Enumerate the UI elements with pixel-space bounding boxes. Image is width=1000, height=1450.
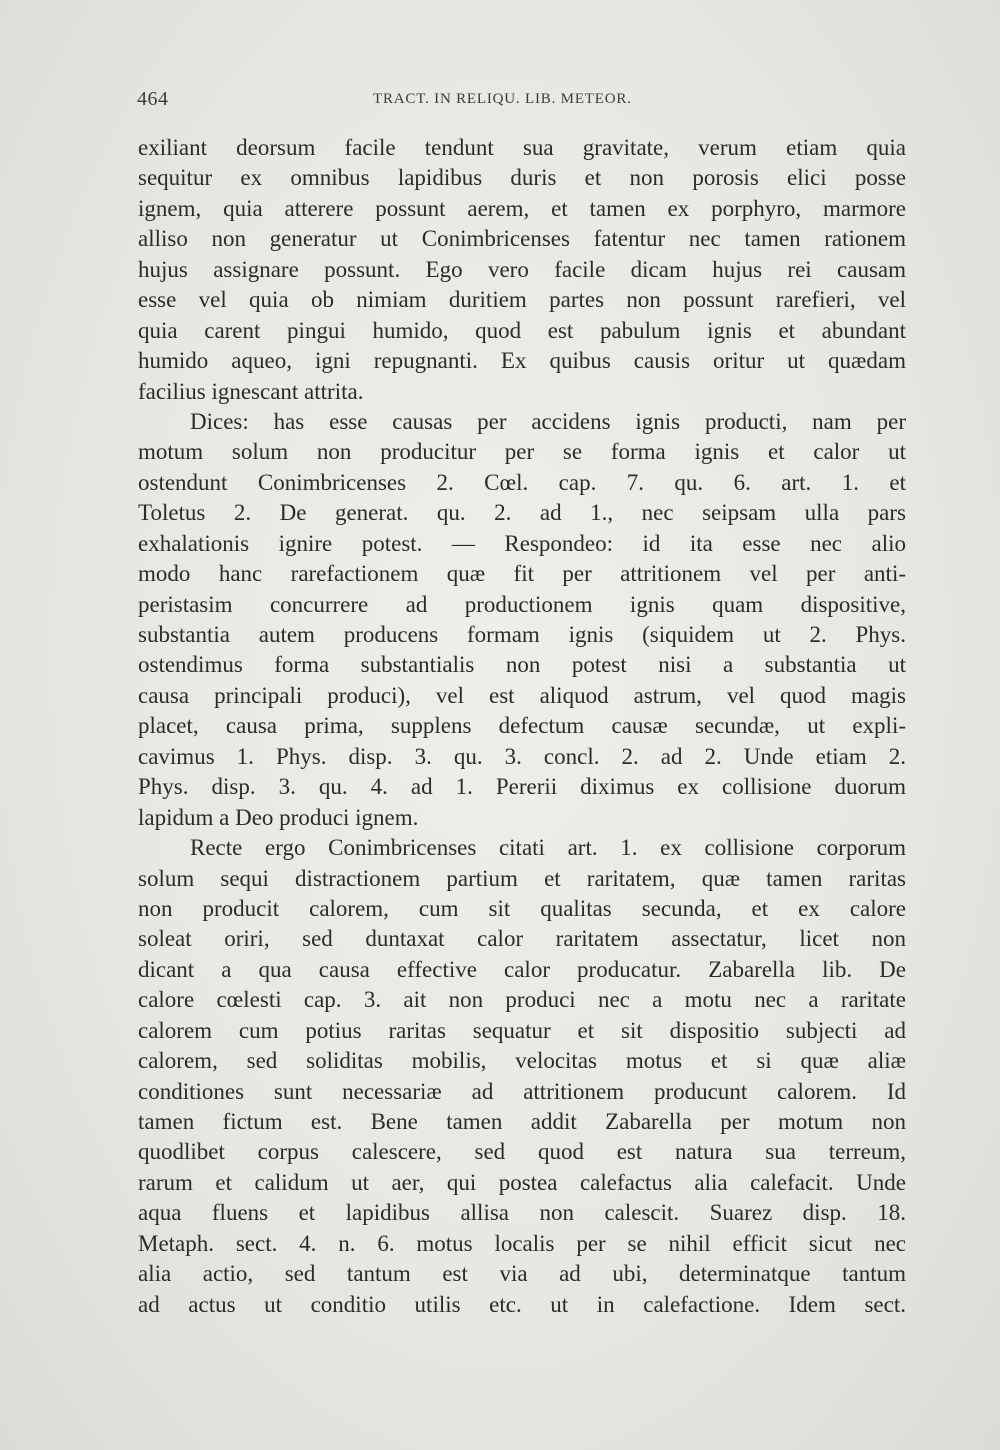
page-number: 464 xyxy=(137,88,169,110)
text-line: quodlibet corpus calescere, sed quod est natura sua terreum, xyxy=(138,1139,906,1165)
text-line: ostendunt Conimbricenses 2. Cœl. cap. 7. qu. 6. art. 1. et xyxy=(138,469,906,495)
text-line: exiliant deorsum facile tendunt sua gravitate, verum etiam quia xyxy=(138,135,906,160)
text-line: Toletus 2. De generat. qu. 2. ad 1., nec seipsam ulla pars xyxy=(138,500,906,526)
text-line: ignem, quia atterere possunt aerem, et tamen ex porphyro, marmore xyxy=(138,195,906,221)
text-line: non producit calorem, cum sit qualitas secunda, et ex calore xyxy=(138,895,906,921)
text-line: peristasim concurrere ad productionem ignis quam dispositive, xyxy=(138,591,906,617)
text-line: rarum et calidum ut aer, qui postea calefactus alia calefacit. Unde xyxy=(138,1169,906,1195)
text-line: quia carent pingui humido, quod est pabulum ignis et abundant xyxy=(138,317,906,343)
text-line: Phys. disp. 3. qu. 4. ad 1. Pererii diximus ex collisione duorum xyxy=(138,774,906,800)
text-line: facilius ignescant attrita. xyxy=(138,378,364,404)
text-line: calorem cum potius raritas sequatur et sit dispositio subjecti ad xyxy=(138,1017,906,1043)
text-line: soleat oriri, sed duntaxat calor raritatem assectatur, licet non xyxy=(138,926,906,952)
text-line: motum solum non producitur per se forma ignis et calor ut xyxy=(138,439,906,465)
text-line: ad actus ut conditio utilis etc. ut in calefactione. Idem sect. xyxy=(138,1291,906,1317)
text-line: calore cœlesti cap. 3. ait non produci nec a motu nec a raritate xyxy=(138,987,906,1013)
text-line: alia actio, sed tantum est via ad ubi, determinatque tantum xyxy=(138,1261,906,1287)
text-line: humido aqueo, igni repugnanti. Ex quibus causis oritur ut quædam xyxy=(138,348,906,374)
text-line: Dices: has esse causas per accidens ignis producti, nam per xyxy=(190,408,906,434)
text-line: causa principali produci), vel est aliquod astrum, vel quod magis xyxy=(138,682,906,708)
text-line: esse vel quia ob nimiam duritiem partes non possunt rarefieri, vel xyxy=(138,287,906,313)
text-line: sequitur ex omnibus lapidibus duris et non porosis elici posse xyxy=(138,165,906,191)
text-line: hujus assignare possunt. Ego vero facile dicam hujus rei causam xyxy=(138,256,906,282)
text-line: alliso non generatur ut Conimbricenses fatentur nec tamen rationem xyxy=(138,226,906,252)
text-line: tamen fictum est. Bene tamen addit Zabarella per motum non xyxy=(138,1109,906,1134)
running-title: TRACT. IN RELIQU. LIB. METEOR. xyxy=(373,91,632,107)
running-head xyxy=(137,88,907,114)
text-line: placet, causa prima, supplens defectum causæ secundæ, ut expli- xyxy=(138,713,906,739)
text-line: aqua fluens et lapidibus allisa non calescit. Suarez disp. 18. xyxy=(138,1200,906,1226)
text-line: calorem, sed soliditas mobilis, velocitas motus et si quæ aliæ xyxy=(138,1048,906,1074)
text-line: modo hanc rarefactionem quæ fit per attritionem vel per anti- xyxy=(138,561,906,587)
body-text xyxy=(138,133,906,1320)
text-line: solum sequi distractionem partium et raritatem, quæ tamen raritas xyxy=(138,865,906,891)
text-line: Metaph. sect. 4. n. 6. motus localis per se nihil efficit sicut nec xyxy=(138,1230,906,1256)
text-line: substantia autem producens formam ignis (siquidem ut 2. Phys. xyxy=(138,622,906,647)
text-line: Recte ergo Conimbricenses citati art. 1. ex collisione corporum xyxy=(190,835,906,861)
text-line: dicant a qua causa effective calor producatur. Zabarella lib. De xyxy=(138,956,906,982)
text-line: ostendimus forma substantialis non potest nisi a substantia ut xyxy=(138,652,906,678)
text-line: conditiones sunt necessariæ ad attritionem producunt calorem. Id xyxy=(138,1078,906,1104)
text-line: exhalationis ignire potest. — Respondeo: id ita esse nec alio xyxy=(138,530,906,556)
text-line: cavimus 1. Phys. disp. 3. qu. 3. concl. 2. ad 2. Unde etiam 2. xyxy=(138,743,906,769)
text-line: lapidum a Deo produci ignem. xyxy=(138,804,419,830)
